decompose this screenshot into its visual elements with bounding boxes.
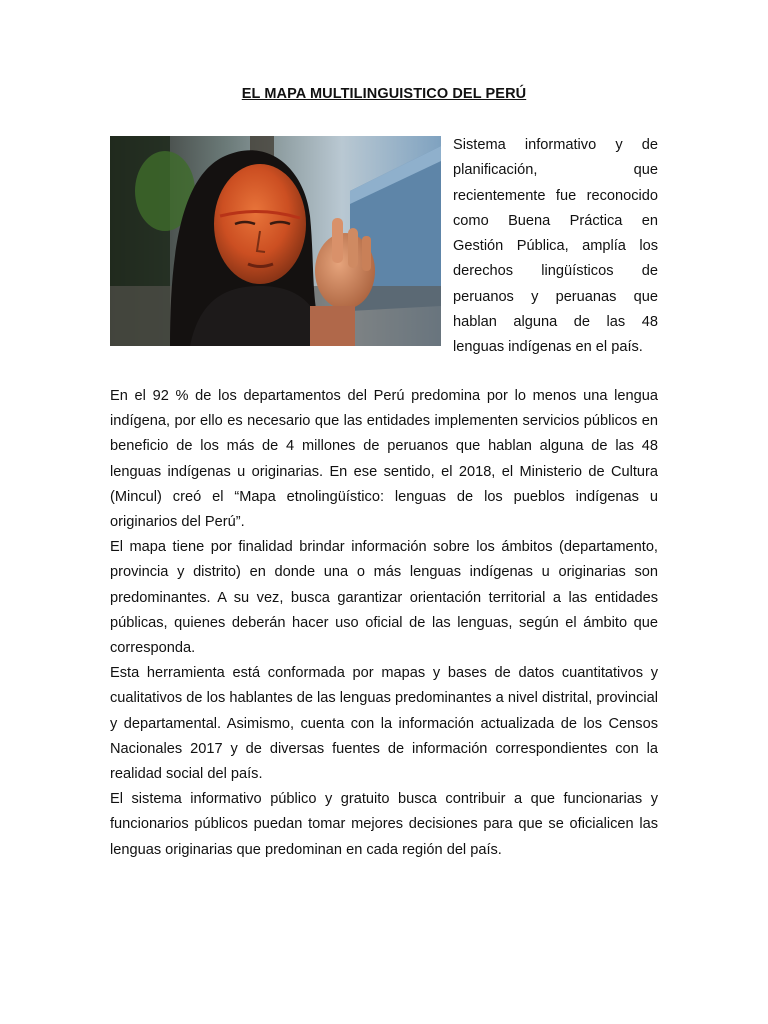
intro-line: Gestión Pública, amplía los <box>453 238 658 255</box>
intro-line: Sistema informativo y de <box>453 137 658 153</box>
intro-line: planificación, que <box>453 162 658 179</box>
intro-line: lenguas indígenas en el país. <box>453 339 643 356</box>
paragraph: En el 92 % de los departamentos del Perú predomina por lo menos una lengua indígena, por ello es necesario que las entidades implementen servicios públicos en beneficio de los más de 4 millones de peruanos que hablan alguna de las 48 lenguas indígenas u originarias. En ese sentido, el 2018, el Ministerio de Cultura (Mincul) creó el “Mapa etnolingüístico: lenguas de los pueblos indígenas u originarios del Perú”. <box>110 388 658 531</box>
intro-line: derechos lingüísticos de <box>453 263 658 280</box>
intro-line: recientemente fue reconocido <box>453 187 658 204</box>
intro-line: hablan alguna de las 48 <box>453 314 658 331</box>
intro-text <box>453 133 658 361</box>
body-text <box>110 384 658 863</box>
paragraph: Esta herramienta está conformada por mapas y bases de datos cuantitativos y cualitativos de los hablantes de las lenguas predominantes a nivel distrital, provincial y departamental. Asimismo, cuenta con la información actualizada de los Censos Nacionales 2017 y de diversas fuentes de información correspondientes con la realidad social del país. <box>110 665 658 783</box>
paragraph: El mapa tiene por finalidad brindar información sobre los ámbitos (departamento, provincia y distrito) en donde una o más lenguas indígenas u originarias son predominantes. A su vez, busca garantizar orientación territorial a las entidades públicas, quienes deberán hacer uso oficial de las lenguas, según el ámbito que corresponda. <box>110 539 658 657</box>
indigenous-woman-photo <box>110 136 441 346</box>
intro-line: peruanos y peruanas que <box>453 288 658 305</box>
document-title: EL MAPA MULTILINGUISTICO DEL PERÚ <box>241 86 527 102</box>
intro-line: como Buena Práctica en <box>453 212 658 229</box>
paragraph: El sistema informativo público y gratuito busca contribuir a que funcionarias y funcionarios públicos puedan tomar mejores decisiones para que se oficialicen las lenguas originarias que predominan en cada región del país. <box>110 791 658 858</box>
